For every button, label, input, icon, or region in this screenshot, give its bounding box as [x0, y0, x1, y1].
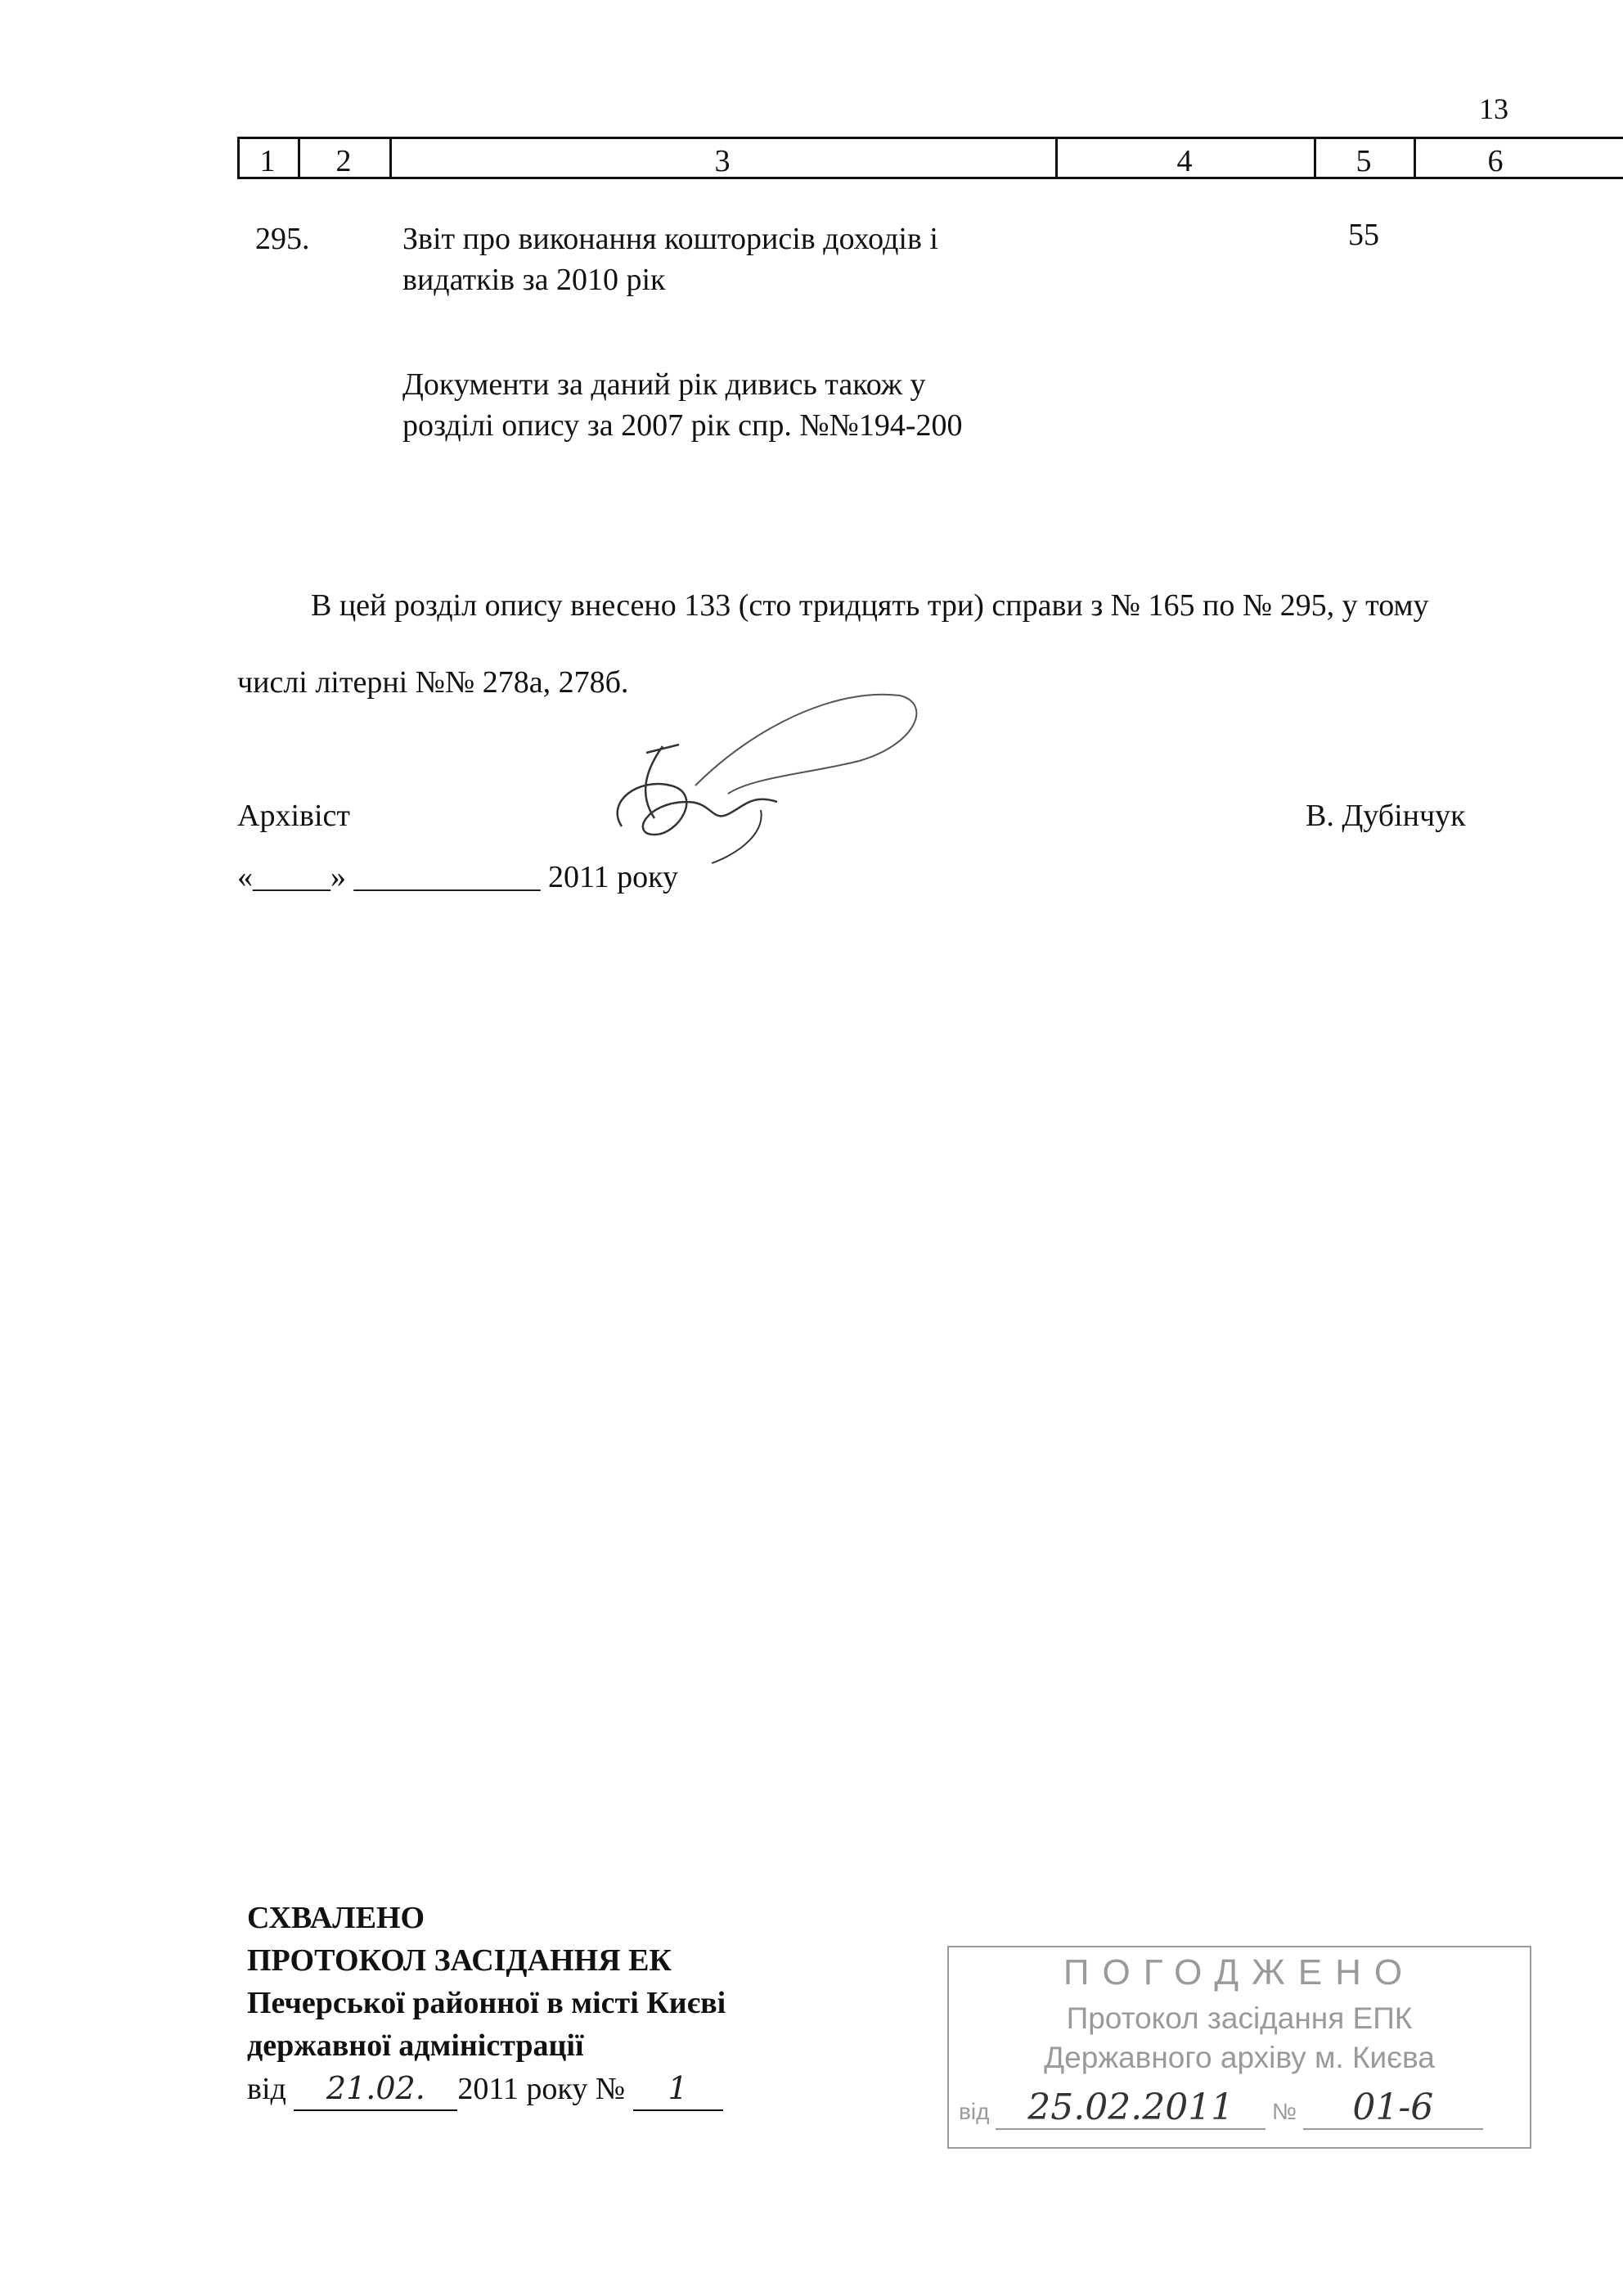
- entry-description-line: видатків за 2010 рік: [402, 263, 666, 297]
- stamp-line: Державного архіву м. Києва: [1044, 2041, 1435, 2074]
- approval-block: [247, 1897, 726, 2111]
- approval-stamp: [947, 1946, 1531, 2149]
- entry-note-line: розділі опису за 2007 рік спр. №№194-200: [402, 408, 963, 443]
- header-cell-4: 4: [1176, 144, 1193, 178]
- header-cell-2: 2: [335, 144, 352, 178]
- stamp-line: Протокол засідання ЕПК: [1066, 2001, 1413, 2035]
- approval-protocol: ПРОТОКОЛ ЗАСІДАННЯ ЕК: [247, 1943, 672, 1978]
- entry-number: 295.: [255, 222, 310, 256]
- header-cell-1: 1: [259, 144, 276, 178]
- stamp-from-label: від: [959, 2099, 990, 2124]
- header-cell-3: 3: [714, 144, 731, 178]
- stamp-title: ПОГОДЖЕНО: [1063, 1952, 1416, 1992]
- approval-from-label: від: [247, 2072, 286, 2106]
- page-number: 13: [1479, 92, 1508, 125]
- approval-date-row: [247, 2067, 726, 2111]
- entry-note-line: Документи за даний рік дивись також у: [402, 367, 926, 402]
- approval-number-handwritten: 1: [633, 2067, 723, 2111]
- header-cell-5: 5: [1355, 144, 1372, 178]
- archivist-label: Архівіст: [237, 799, 350, 833]
- entry-sheet-count: 55: [1348, 218, 1379, 252]
- stamp-date-handwritten: 25.02.2011: [996, 2087, 1266, 2130]
- entry-description-line: Звіт про виконання кошторисів доходів і: [402, 222, 938, 256]
- approval-org-line: державної адміністрації: [247, 2028, 584, 2063]
- stamp-no-label: №: [1272, 2099, 1297, 2124]
- archivist-signature: [589, 679, 933, 876]
- summary-line: числі літерні №№ 278а, 278б.: [237, 665, 629, 700]
- entry-note: [402, 364, 1041, 446]
- entry-description: [402, 218, 1024, 300]
- approval-org-line: Печерської районної в місті Києві: [247, 1986, 726, 2020]
- approval-year-text: 2011 року №: [457, 2072, 626, 2106]
- column-header-table: [237, 137, 1623, 179]
- summary-line: В цей розділ опису внесено 133 (сто тридцять три) справи з № 165 по № 295, у тому: [311, 588, 1429, 623]
- approval-title: СХВАЛЕНО: [247, 1901, 425, 1935]
- archivist-name: В. Дубінчук: [1306, 799, 1466, 833]
- approval-date-handwritten: 21.02.: [294, 2067, 457, 2111]
- stamp-number-handwritten: 01-6: [1303, 2087, 1483, 2130]
- signature-date-line: «_____» ____________ 2011 року: [237, 860, 679, 894]
- header-cell-6: 6: [1487, 144, 1504, 178]
- stamp-date-row: [959, 2087, 1515, 2130]
